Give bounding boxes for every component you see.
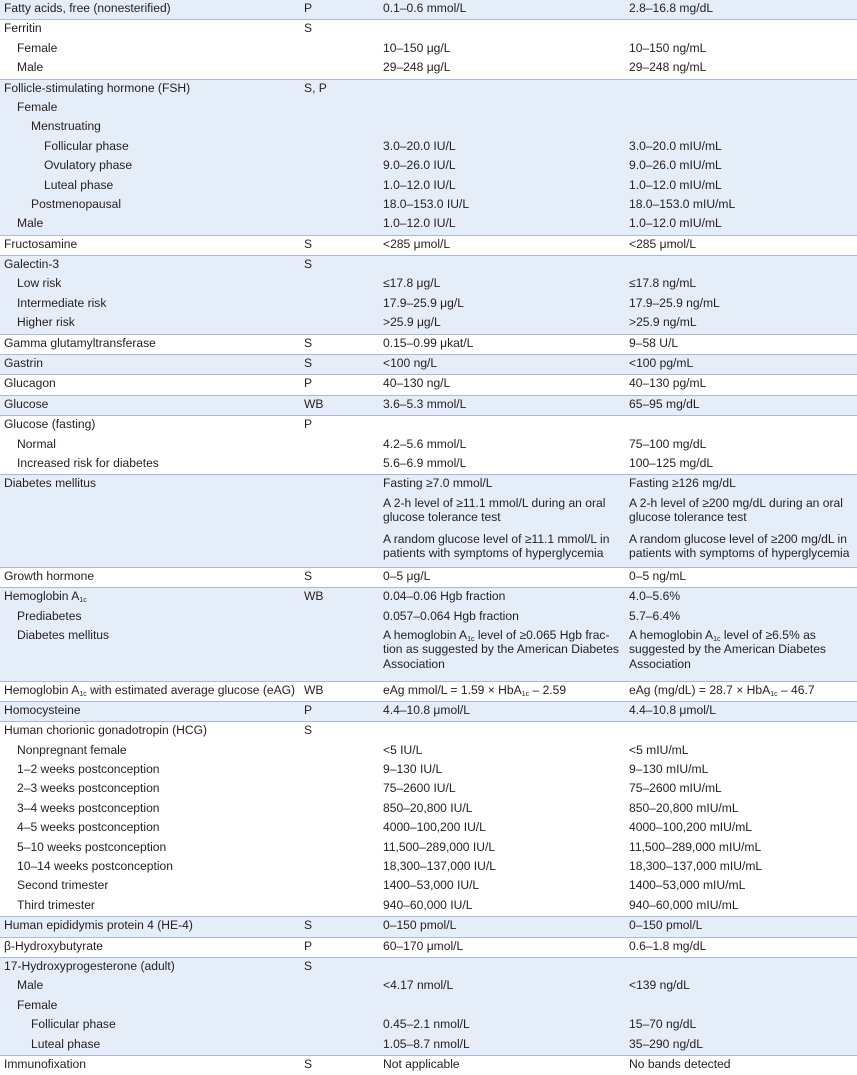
analyte-cell: Female <box>0 997 300 1016</box>
conventional-value-cell <box>625 997 857 1016</box>
analyte-cell: Menstruating <box>0 118 300 137</box>
analyte-cell: Male <box>0 215 300 235</box>
table-row <box>0 20 857 40</box>
table-row <box>0 681 857 701</box>
subscript-1c: 1c <box>770 690 778 698</box>
analyte-cell: Growth hormone <box>0 567 300 587</box>
conventional-value-cell <box>625 416 857 436</box>
analyte-cell: Male <box>0 977 300 996</box>
analyte-cell: Third trimester <box>17 897 95 912</box>
si-value-cell: 1.0–12.0 IU/L <box>379 177 625 196</box>
specimen-cell <box>300 40 379 59</box>
analyte-cell: Female <box>17 40 58 55</box>
si-value-cell: 0–150 pmol/L <box>379 917 625 937</box>
specimen-cell <box>300 531 379 568</box>
subscript-1c: 1c <box>521 690 530 698</box>
specimen-cell <box>300 800 379 819</box>
analyte-cell: Galectin-3 <box>0 256 300 276</box>
si-value-cell: 0.45–2.1 nmol/L <box>379 1016 625 1035</box>
si-value-cell: ≤17.8 μg/L <box>379 275 625 294</box>
table-row <box>0 295 857 314</box>
table-row <box>0 701 857 721</box>
si-value-cell: A 2-h level of ≥11.1 mmol/L during an oral glucose tolerance test <box>379 495 625 531</box>
analyte-cell: Nonpregnant female <box>17 742 127 757</box>
specimen-cell: P <box>300 937 379 957</box>
table-row <box>0 157 857 176</box>
analyte-cell: 10–14 weeks postconception <box>17 859 173 874</box>
analyte-cell: Homocysteine <box>0 701 300 721</box>
analyte-cell: 1–2 weeks postconception <box>17 762 160 777</box>
conventional-value-cell: ≤17.8 ng/mL <box>625 275 857 294</box>
si-value-cell: 4.4–10.8 μmol/L <box>379 701 625 721</box>
specimen-cell <box>300 275 379 294</box>
specimen-cell: S <box>300 20 379 40</box>
table-row <box>0 742 857 761</box>
table-row <box>0 40 857 59</box>
conventional-value-cell: eAg (mg/dL) = 28.7 × HbA$_{1c}$ – 46.7 <box>625 681 857 701</box>
analyte-cell: Intermediate risk <box>0 295 300 314</box>
conventional-value-cell: 1.0–12.0 mIU/mL <box>625 177 857 196</box>
table-row <box>0 819 857 838</box>
specimen-cell <box>300 897 379 917</box>
conventional-value-cell: <139 ng/dL <box>625 977 857 996</box>
si-value-cell: 4.2–5.6 mmol/L <box>383 436 467 451</box>
si-value-cell: 40–130 ng/L <box>379 375 625 395</box>
si-value-cell: 10–150 μg/L <box>383 40 451 55</box>
analyte-cell: Normal <box>17 436 56 451</box>
table-row <box>0 395 857 415</box>
specimen-cell <box>300 608 379 627</box>
si-value-cell <box>379 958 625 978</box>
table-row <box>0 877 857 896</box>
si-value-cell <box>379 99 625 118</box>
analyte-cell: Glucose (fasting) <box>0 416 300 436</box>
analyte-cell: Human epididymis protein 4 (HE-4) <box>0 917 300 937</box>
specimen-cell <box>300 59 379 79</box>
conventional-value-cell: 0–150 pmol/L <box>625 917 857 937</box>
conventional-value-cell: 18,300–137,000 mIU/mL <box>629 859 763 874</box>
analyte-cell: Fructosamine <box>0 235 300 255</box>
specimen-cell: P <box>300 0 379 20</box>
conventional-value-cell: 35–290 ng/dL <box>625 1036 857 1056</box>
conventional-value-cell: 10–150 ng/mL <box>629 40 707 55</box>
conventional-value-cell <box>625 118 857 137</box>
conventional-value-cell: 9–130 mIU/mL <box>629 762 709 777</box>
specimen-cell <box>300 455 379 475</box>
conventional-value-cell <box>625 256 857 276</box>
si-value-cell: 4000–100,200 IU/L <box>383 820 486 835</box>
si-value-cell: 0.1–0.6 mmol/L <box>379 0 625 20</box>
conventional-value-cell: 40–130 pg/mL <box>625 375 857 395</box>
conventional-value-cell: <285 μmol/L <box>625 235 857 255</box>
si-value-cell: 0–5 μg/L <box>379 567 625 587</box>
table-row <box>0 780 857 799</box>
conventional-value-cell: 29–248 ng/mL <box>629 60 707 75</box>
table-row <box>0 375 857 395</box>
analyte-cell: Immunofixation <box>0 1055 300 1075</box>
table-row <box>0 436 857 455</box>
specimen-cell <box>300 196 379 215</box>
table-row <box>0 1016 857 1035</box>
table-row <box>0 455 857 475</box>
analyte-cell: Diabetes mellitus <box>0 475 300 495</box>
table-row <box>0 897 857 917</box>
conventional-value-cell <box>625 722 857 742</box>
table-row <box>0 99 857 118</box>
specimen-cell: S, P <box>300 79 379 99</box>
table-row <box>0 1055 857 1075</box>
specimen-cell <box>300 177 379 196</box>
analyte-cell: Follicular phase <box>0 1016 300 1035</box>
specimen-cell <box>300 295 379 314</box>
specimen-cell: S <box>300 1055 379 1075</box>
conventional-value-cell: A random glucose level of ≥200 mg/dL in patients with symptoms of hyperglycemia <box>625 531 857 568</box>
analyte-cell: Second trimester <box>17 878 109 893</box>
conventional-value-cell: 100–125 mg/dL <box>629 455 714 470</box>
table-row <box>0 531 857 568</box>
conventional-value-cell: 0–5 ng/mL <box>625 567 857 587</box>
si-value-cell: Fasting ≥7.0 mmol/L <box>379 475 625 495</box>
conventional-value-cell: 75–100 mg/dL <box>629 436 707 451</box>
specimen-cell: P <box>300 701 379 721</box>
analyte-cell: Gastrin <box>0 355 300 375</box>
table-row <box>0 59 857 79</box>
table-row <box>0 958 857 978</box>
table-row <box>0 138 857 157</box>
table-row <box>0 937 857 957</box>
specimen-cell: S <box>300 235 379 255</box>
table-row <box>0 567 857 587</box>
table-row <box>0 196 857 215</box>
table-row <box>0 588 857 608</box>
specimen-cell <box>300 877 379 896</box>
specimen-cell <box>300 157 379 176</box>
specimen-cell: S <box>300 567 379 587</box>
analyte-cell: Follicular phase <box>0 138 300 157</box>
si-value-cell: 940–60,000 IU/L <box>383 897 473 912</box>
table-row <box>0 627 857 681</box>
specimen-cell: S <box>300 256 379 276</box>
conventional-value-cell: 65–95 mg/dL <box>625 395 857 415</box>
specimen-cell <box>300 997 379 1016</box>
specimen-cell <box>300 780 379 799</box>
specimen-cell <box>300 761 379 780</box>
analyte-cell: Luteal phase <box>0 177 300 196</box>
conventional-value-cell: 5.7–6.4% <box>625 608 857 627</box>
specimen-cell <box>300 977 379 996</box>
si-value-cell <box>379 722 625 742</box>
analyte-cell: Male <box>17 60 44 75</box>
table-row <box>0 800 857 819</box>
table-row <box>0 215 857 235</box>
si-value-cell <box>379 20 625 40</box>
analyte-cell: Luteal phase <box>0 1036 300 1056</box>
si-value-cell: 60–170 μmol/L <box>379 937 625 957</box>
conventional-value-cell: 2.8–16.8 mg/dL <box>625 0 857 20</box>
specimen-cell <box>300 742 379 761</box>
specimen-cell: WB <box>300 588 379 608</box>
analyte-cell: Hemoglobin $A_{1c}$ with estimated average glucose (eAG) <box>0 681 300 701</box>
conventional-value-cell: 850–20,800 mIU/mL <box>629 800 739 815</box>
table-row <box>0 79 857 99</box>
si-value-cell: A hemoglobin $A_{1c}$ level of ≥0.065 Hgb frac-tion as suggested by the American Diabetes Association <box>379 627 625 681</box>
si-value-cell: 3.0–20.0 IU/L <box>379 138 625 157</box>
conventional-value-cell: 17.9–25.9 ng/mL <box>625 295 857 314</box>
conventional-value-cell: 940–60,000 mIU/mL <box>629 897 739 912</box>
conventional-value-cell: 15–70 ng/dL <box>625 1016 857 1035</box>
conventional-value-cell <box>625 958 857 978</box>
specimen-cell <box>300 99 379 118</box>
analyte-cell: Ovulatory phase <box>0 157 300 176</box>
analyte-cell <box>0 531 300 568</box>
analyte-cell: Increased risk for diabetes <box>17 455 159 470</box>
analyte-cell: 17-Hydroxyprogesterone (adult) <box>0 958 300 978</box>
analyte-cell: Low risk <box>0 275 300 294</box>
si-value-cell: 9–130 IU/L <box>383 762 443 777</box>
si-value-cell: 5.6–6.9 mmol/L <box>383 455 467 470</box>
analyte-cell: Postmenopausal <box>0 196 300 215</box>
specimen-cell: WB <box>300 395 379 415</box>
analyte-cell: 3–4 weeks postconception <box>17 800 160 815</box>
si-value-cell: <285 μmol/L <box>379 235 625 255</box>
si-value-cell <box>379 256 625 276</box>
si-value-cell: A random glucose level of ≥11.1 mmol/L in patients with symptoms of hyperglycemia <box>379 531 625 568</box>
specimen-cell <box>300 839 379 858</box>
table-row <box>0 416 857 436</box>
conventional-value-cell: >25.9 ng/mL <box>625 314 857 334</box>
conventional-value-cell: 4.4–10.8 μmol/L <box>625 701 857 721</box>
specimen-cell: P <box>300 416 379 436</box>
si-value-cell: eAg mmol/L = 1.59 × HbA$_{1c}$ – 2.59 <box>379 681 625 701</box>
table-row <box>0 275 857 294</box>
conventional-value-cell: 0.6–1.8 mg/dL <box>625 937 857 957</box>
analyte-cell: Fatty acids, free (nonesterified) <box>0 0 300 20</box>
specimen-cell <box>300 436 379 455</box>
specimen-cell <box>300 495 379 531</box>
table-row <box>0 997 857 1016</box>
si-value-cell: <4.17 nmol/L <box>379 977 625 996</box>
si-value-cell: <100 ng/L <box>379 355 625 375</box>
specimen-cell <box>300 819 379 838</box>
conventional-value-cell: A hemoglobin $A_{1c}$ level of ≥6.5% as suggested by the American Diabetes Association <box>625 627 857 681</box>
conventional-value-cell: A 2-h level of ≥200 mg/dL during an oral glucose tolerance test <box>625 495 857 531</box>
conventional-value-cell <box>625 99 857 118</box>
specimen-cell <box>300 858 379 877</box>
table-row <box>0 1036 857 1056</box>
si-value-cell <box>379 79 625 99</box>
conventional-value-cell: 75–2600 mIU/mL <box>629 781 722 796</box>
si-value-cell <box>379 997 625 1016</box>
specimen-cell: P <box>300 375 379 395</box>
table-row <box>0 917 857 937</box>
subscript-1c: 1c <box>79 597 87 605</box>
conventional-value-cell: <5 mIU/mL <box>629 742 689 757</box>
specimen-cell <box>300 118 379 137</box>
table-row <box>0 314 857 334</box>
specimen-cell <box>300 215 379 235</box>
specimen-cell <box>300 1016 379 1035</box>
conventional-value-cell: 9–58 U/L <box>625 334 857 354</box>
conventional-value-cell <box>625 79 857 99</box>
si-value-cell <box>379 416 625 436</box>
conventional-value-cell: 3.0–20.0 mIU/mL <box>625 138 857 157</box>
conventional-value-cell: 11,500–289,000 mIU/mL <box>629 839 762 854</box>
conventional-value-cell: 18.0–153.0 mIU/mL <box>625 196 857 215</box>
analyte-cell: 2–3 weeks postconception <box>17 781 160 796</box>
si-value-cell: 9.0–26.0 IU/L <box>379 157 625 176</box>
table-row <box>0 256 857 276</box>
specimen-cell <box>300 475 379 495</box>
conventional-value-cell <box>625 20 857 40</box>
table-row <box>0 495 857 531</box>
table-row <box>0 761 857 780</box>
si-value-cell: 75–2600 IU/L <box>383 781 456 796</box>
analyte-cell: Hemoglobin $A_{1c}$ <box>0 588 300 608</box>
si-value-cell: 850–20,800 IU/L <box>383 800 473 815</box>
specimen-cell: WB <box>300 681 379 701</box>
specimen-cell <box>300 314 379 334</box>
analyte-cell: Human chorionic gonadotropin (HCG) <box>0 722 300 742</box>
table-row <box>0 475 857 495</box>
analyte-cell: Prediabetes <box>0 608 300 627</box>
conventional-value-cell: <100 pg/mL <box>625 355 857 375</box>
si-value-cell: 18.0–153.0 IU/L <box>379 196 625 215</box>
analyte-cell: Gamma glutamyltransferase <box>0 334 300 354</box>
analyte-cell: Glucose <box>0 395 300 415</box>
specimen-cell: S <box>300 917 379 937</box>
si-value-cell: <5 IU/L <box>383 742 423 757</box>
analyte-cell: Ferritin <box>0 20 300 40</box>
conventional-value-cell: 4000–100,200 mIU/mL <box>629 820 753 835</box>
table-row <box>0 235 857 255</box>
table-row <box>0 118 857 137</box>
subscript-1c: 1c <box>713 635 721 643</box>
conventional-value-cell: 1400–53,000 mIU/mL <box>629 878 746 893</box>
analyte-cell: Higher risk <box>0 314 300 334</box>
si-value-cell: 1.05–8.7 nmol/L <box>379 1036 625 1056</box>
conventional-value-cell: 1.0–12.0 mIU/mL <box>625 215 857 235</box>
si-value-cell: 11,500–289,000 IU/L <box>383 839 496 854</box>
si-value-cell: >25.9 μg/L <box>379 314 625 334</box>
si-value-cell: 3.6–5.3 mmol/L <box>379 395 625 415</box>
analyte-cell <box>0 495 300 531</box>
table-row <box>0 839 857 858</box>
analyte-cell: 4–5 weeks postconception <box>17 820 160 835</box>
conventional-value-cell: No bands detected <box>625 1055 857 1075</box>
analyte-cell: Female <box>0 99 300 118</box>
si-value-cell: 1.0–12.0 IU/L <box>379 215 625 235</box>
table-row <box>0 722 857 742</box>
conventional-value-cell: 4.0–5.6% <box>625 588 857 608</box>
subscript-1c: 1c <box>79 690 87 698</box>
table-row <box>0 177 857 196</box>
table-row <box>0 977 857 996</box>
analyte-cell: Glucagon <box>0 375 300 395</box>
specimen-cell <box>300 627 379 681</box>
si-value-cell: 29–248 μg/L <box>383 60 451 75</box>
specimen-cell: S <box>300 958 379 978</box>
table-row <box>0 0 857 20</box>
si-value-cell: Not applicable <box>379 1055 625 1075</box>
analyte-cell: β-Hydroxybutyrate <box>0 937 300 957</box>
conventional-value-cell: 9.0–26.0 mIU/mL <box>625 157 857 176</box>
analyte-cell: Follicle-stimulating hormone (FSH) <box>0 79 300 99</box>
specimen-cell: S <box>300 355 379 375</box>
analyte-cell: Diabetes mellitus <box>0 627 300 681</box>
specimen-cell <box>300 138 379 157</box>
table-row <box>0 608 857 627</box>
subscript-1c: 1c <box>467 635 475 643</box>
si-value-cell: 0.04–0.06 Hgb fraction <box>379 588 625 608</box>
table-row <box>0 334 857 354</box>
si-value-cell <box>379 118 625 137</box>
si-value-cell: 0.15–0.99 μkat/L <box>379 334 625 354</box>
specimen-cell: S <box>300 722 379 742</box>
analyte-cell: 5–10 weeks postconception <box>17 839 167 854</box>
si-value-cell: 0.057–0.064 Hgb fraction <box>379 608 625 627</box>
conventional-value-cell: Fasting ≥126 mg/dL <box>625 475 857 495</box>
si-value-cell: 1400–53,000 IU/L <box>383 878 480 893</box>
table-row <box>0 355 857 375</box>
specimen-cell: S <box>300 334 379 354</box>
table-row <box>0 858 857 877</box>
specimen-cell <box>300 1036 379 1056</box>
si-value-cell: 17.9–25.9 μg/L <box>379 295 625 314</box>
si-value-cell: 18,300–137,000 IU/L <box>383 859 496 874</box>
